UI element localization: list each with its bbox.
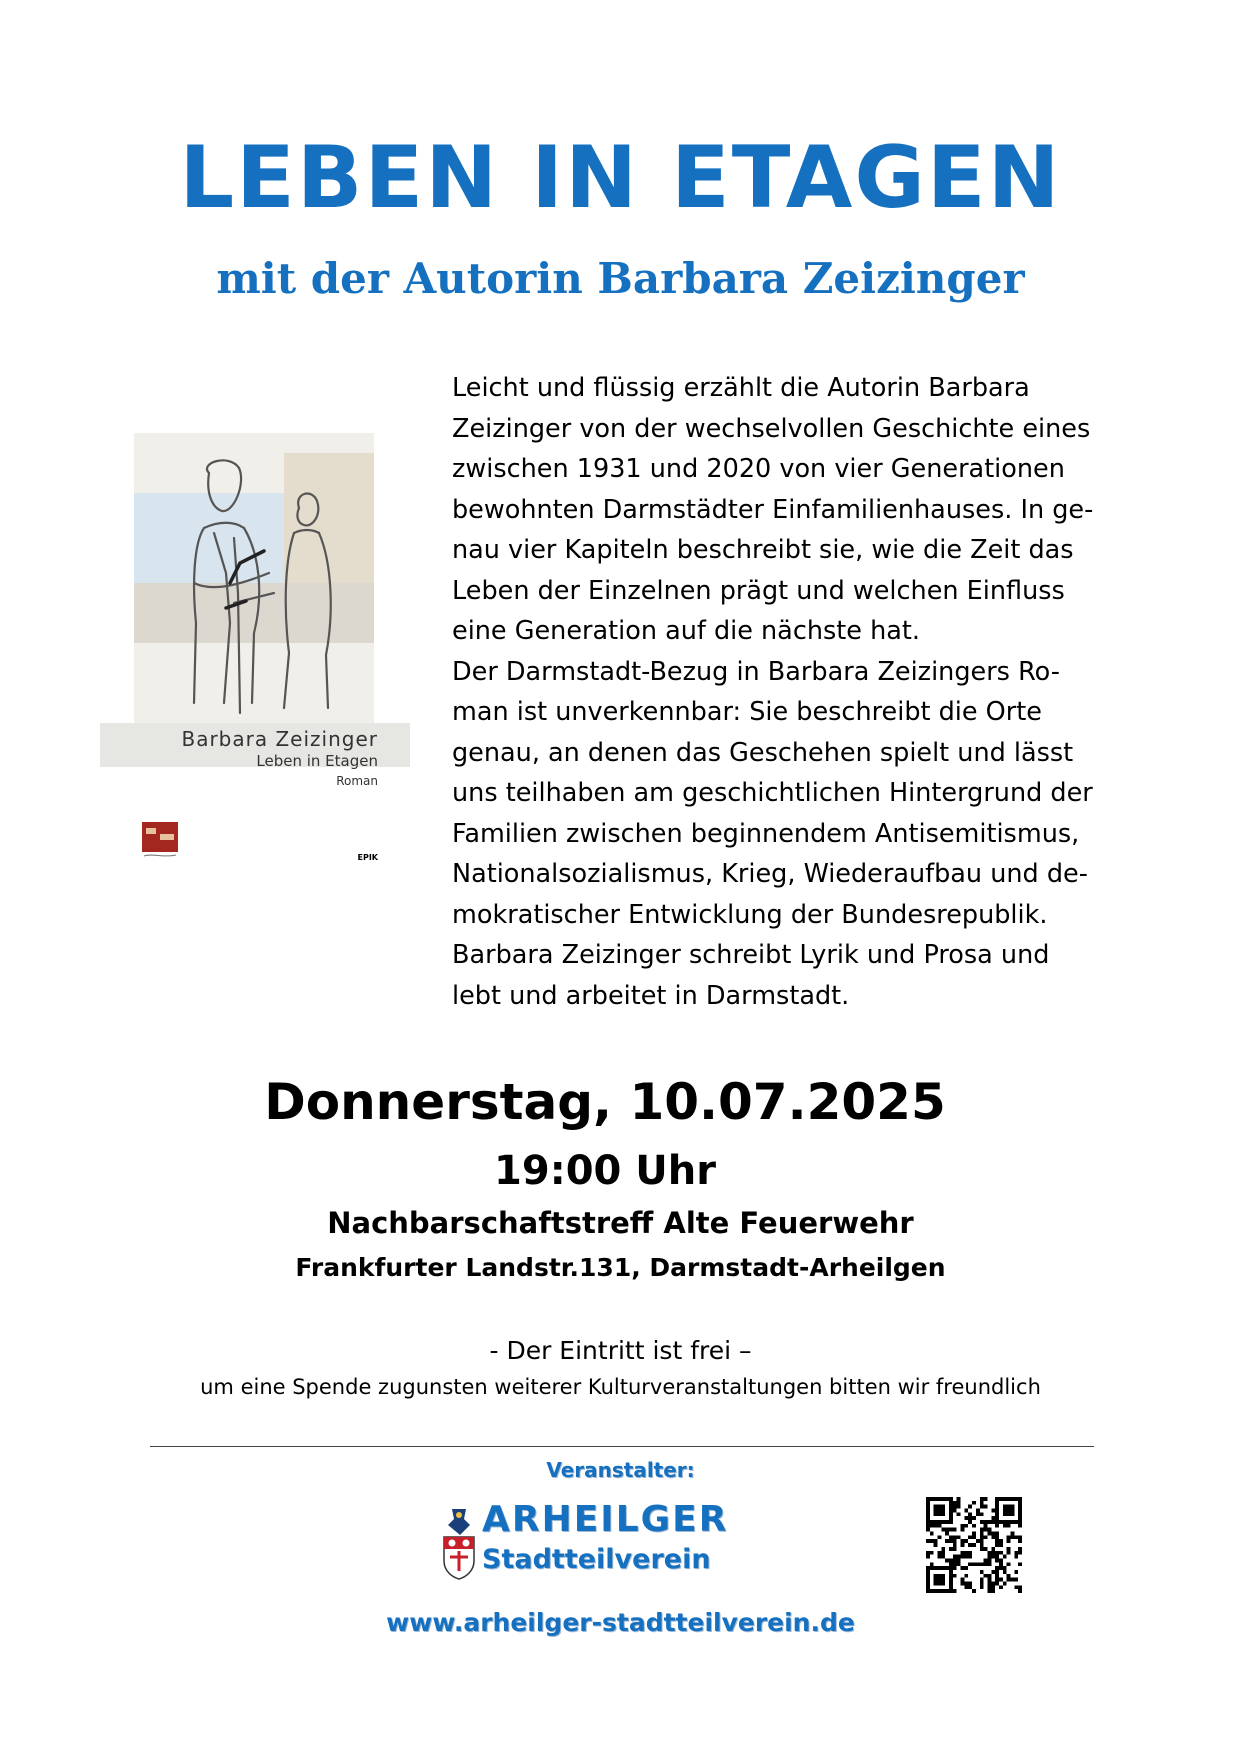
description-line: zwischen 1931 und 2020 von vier Generationen xyxy=(452,454,1065,484)
description-line: Leicht und flüssig erzählt die Autorin Barbara xyxy=(452,373,1030,403)
donation-note: um eine Spende zugunsten weiterer Kulturveranstaltungen bitten wir freundlich xyxy=(200,1375,1041,1399)
club-crest-icon xyxy=(440,1505,478,1581)
section-divider xyxy=(150,1446,1094,1447)
qr-code-icon xyxy=(926,1497,1022,1593)
description-line: man ist unverkennbar: Sie beschreibt die Orte xyxy=(452,697,1042,727)
description-line: Leben der Einzelnen prägt und welchen Einfluss xyxy=(452,575,1065,606)
cover-book-title: Leben in Etagen xyxy=(256,752,378,770)
description-line: Zeizinger von der wechselvollen Geschichte eines xyxy=(452,413,1091,444)
description-line: nau vier Kapiteln beschreibt sie, wie die Zeit das xyxy=(452,535,1074,565)
organizer-label: Veranstalter: xyxy=(546,1458,695,1482)
event-time: 19:00 Uhr xyxy=(494,1148,716,1194)
book-description xyxy=(452,368,1152,1016)
club-name-primary: ARHEILGER xyxy=(482,1499,729,1540)
cover-illustration xyxy=(134,433,374,723)
cover-genre: Roman xyxy=(336,774,378,788)
description-line: Barbara Zeizinger schreibt Lyrik und Prosa und xyxy=(452,940,1050,970)
organizer-website-link[interactable]: www.arheilger-stadtteilverein.de xyxy=(386,1608,855,1637)
event-title: LEBEN IN ETAGEN xyxy=(179,128,1062,228)
event-address: Frankfurter Landstr.131, Darmstadt-Arheilgen xyxy=(295,1253,946,1282)
description-line: Familien zwischen beginnendem Antisemitismus, xyxy=(452,818,1080,849)
description-line: uns teilhaben am geschichtlichen Hintergrund der xyxy=(452,778,1093,808)
cover-series-logo-icon xyxy=(140,820,180,860)
admission-note: - Der Eintritt ist frei – xyxy=(489,1336,752,1365)
description-line: Der Darmstadt-Bezug in Barbara Zeizingers Ro- xyxy=(452,656,1060,687)
club-name-secondary: Stadtteilverein xyxy=(482,1544,711,1575)
event-venue: Nachbarschaftstreff Alte Feuerwehr xyxy=(327,1206,914,1240)
cover-publisher-mark: EPIK xyxy=(357,853,378,862)
description-line: mokratischer Entwicklung der Bundesrepublik. xyxy=(452,899,1048,930)
event-date: Donnerstag, 10.07.2025 xyxy=(264,1073,946,1131)
description-line: bewohnten Darmstädter Einfamilienhauses. In ge- xyxy=(452,494,1094,525)
description-line: eine Generation auf die nächste hat. xyxy=(452,616,920,646)
description-line: Nationalsozialismus, Krieg, Wiederaufbau und de- xyxy=(452,859,1088,889)
cover-author: Barbara Zeizinger xyxy=(181,727,378,751)
event-subtitle: mit der Autorin Barbara Zeizinger xyxy=(216,254,1025,303)
book-cover-image xyxy=(100,425,410,875)
description-line: genau, an denen das Geschehen spielt und lässt xyxy=(452,737,1074,768)
description-line: lebt und arbeitet in Darmstadt. xyxy=(452,980,850,1011)
